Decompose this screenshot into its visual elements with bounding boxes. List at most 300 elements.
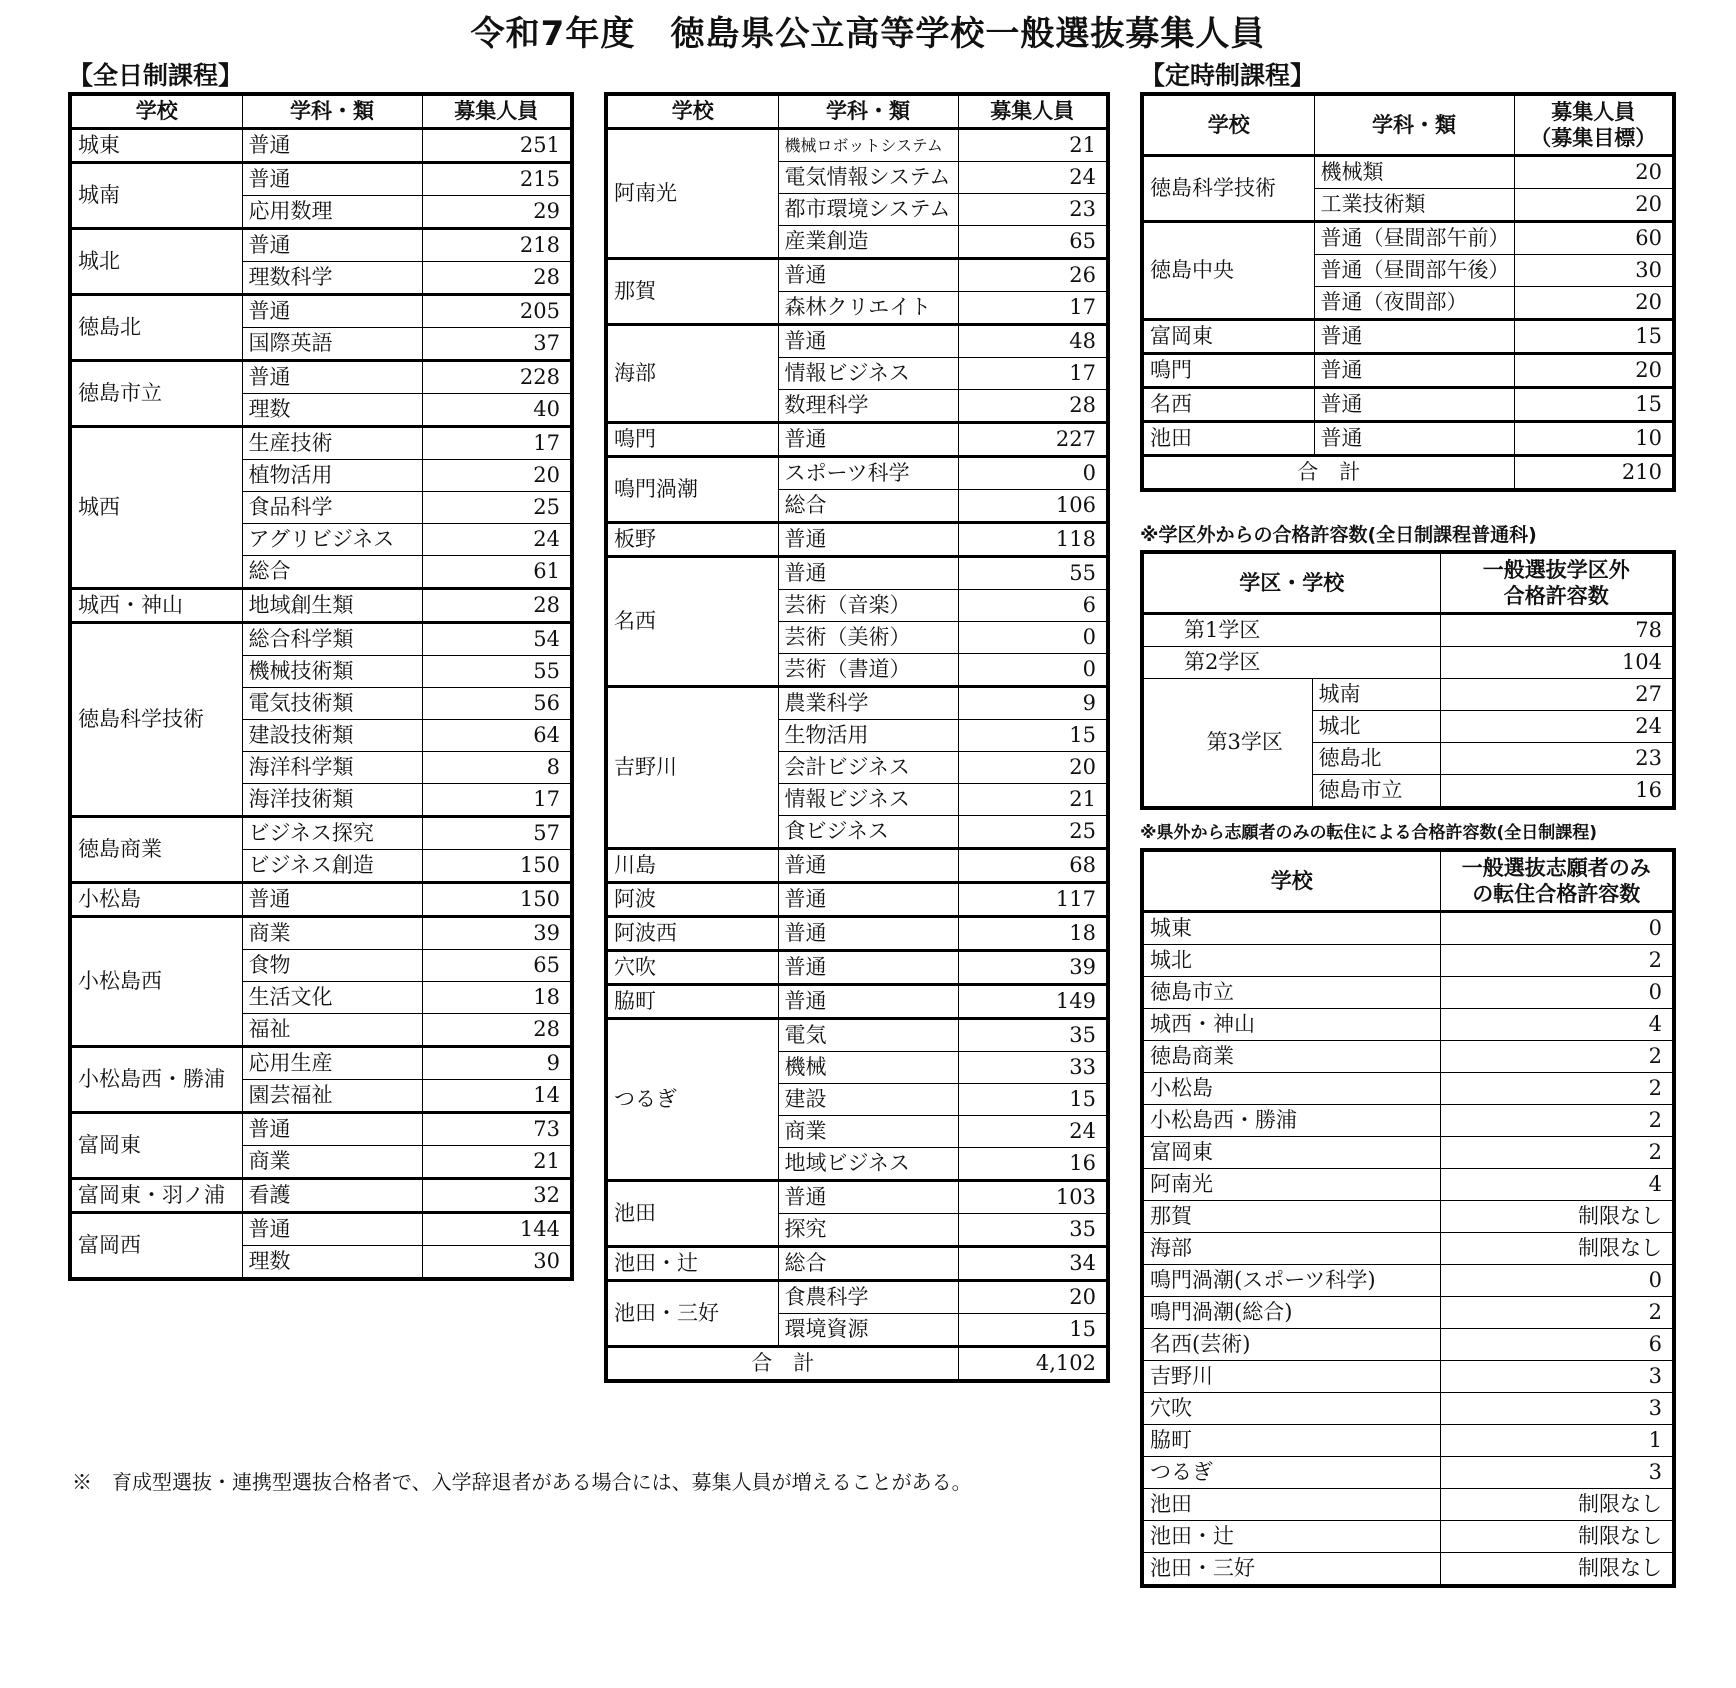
enrollment-count-cell: 16 xyxy=(958,1148,1108,1181)
school-name-cell: 名西 xyxy=(606,557,778,687)
transfer-limit-cell: 3 xyxy=(1440,1361,1674,1393)
dept-name-cell: 食品科学 xyxy=(242,492,422,524)
col-header-count: 募集人員 xyxy=(958,94,1108,129)
school-name-cell: 城西 xyxy=(70,427,242,589)
enrollment-count-cell: 28 xyxy=(422,1014,572,1047)
enrollment-count-cell: 21 xyxy=(422,1146,572,1179)
col-header-count-target: 募集人員 （募集目標） xyxy=(1514,94,1674,156)
school-name-cell: つるぎ xyxy=(606,1019,778,1181)
enrollment-count-cell: 15 xyxy=(958,720,1108,752)
enrollment-count-cell: 20 xyxy=(958,752,1108,784)
dept-name-cell: 生物活用 xyxy=(778,720,958,752)
dept-name-cell: 普通 xyxy=(778,951,958,985)
enrollment-count-cell: 215 xyxy=(422,163,572,196)
enrollment-count-cell: 33 xyxy=(958,1052,1108,1084)
district-note: ※学区外からの合格許容数(全日制課程普通科) xyxy=(1140,524,1537,546)
dept-name-cell: 芸術（書道） xyxy=(778,654,958,687)
table-row xyxy=(1142,156,1674,189)
district-limit-cell: 104 xyxy=(1440,647,1674,679)
dept-name-cell: 福祉 xyxy=(242,1014,422,1047)
dept-name-cell: 芸術（美術） xyxy=(778,622,958,654)
school-name-cell: 富岡東・羽ノ浦 xyxy=(70,1179,242,1213)
dept-name-cell: 工業技術類 xyxy=(1314,189,1514,222)
enrollment-count-cell: 20 xyxy=(1514,287,1674,320)
school-name-cell: 富岡東 xyxy=(1142,320,1314,354)
enrollment-count-cell: 29 xyxy=(422,196,572,229)
enrollment-count-cell: 117 xyxy=(958,883,1108,917)
district-table xyxy=(1140,550,1676,810)
school-name-cell: 城西・神山 xyxy=(70,589,242,623)
dept-name-cell: 理数 xyxy=(242,1246,422,1280)
transfer-limit-cell: 0 xyxy=(1440,977,1674,1009)
table-row xyxy=(606,687,1108,720)
school-name-cell: 川島 xyxy=(606,849,778,883)
dept-name-cell: 普通 xyxy=(242,1213,422,1246)
enrollment-count-cell: 106 xyxy=(958,490,1108,523)
dept-name-cell: 電気 xyxy=(778,1019,958,1052)
footnote: ※ 育成型選抜・連携型選抜合格者で、入学辞退者がある場合には、募集人員が増えることがある。 xyxy=(72,1470,972,1494)
enrollment-count-cell: 39 xyxy=(958,951,1108,985)
transfer-note: ※県外から志願者のみの転住による合格許容数(全日制課程) xyxy=(1140,823,1598,843)
enrollment-count-cell: 25 xyxy=(958,816,1108,849)
school-name-cell: 池田・三好 xyxy=(606,1281,778,1347)
transfer-limit-cell: 制限なし xyxy=(1440,1233,1674,1265)
fulltime-right-body xyxy=(606,129,1108,1347)
transfer-row xyxy=(1142,977,1674,1009)
enrollment-count-cell: 65 xyxy=(958,226,1108,259)
enrollment-count-cell: 37 xyxy=(422,328,572,361)
enrollment-count-cell: 28 xyxy=(422,262,572,295)
page-title: 令和7年度 徳島県公立高等学校一般選抜募集人員 xyxy=(470,14,1266,54)
transfer-row xyxy=(1142,1361,1674,1393)
enrollment-count-cell: 17 xyxy=(958,358,1108,390)
transfer-limit-cell: 0 xyxy=(1440,912,1674,945)
enrollment-count-cell: 9 xyxy=(958,687,1108,720)
col-header-dept: 学科・類 xyxy=(1314,94,1514,156)
dept-name-cell: 普通 xyxy=(778,259,958,292)
enrollment-count-cell: 251 xyxy=(422,129,572,163)
enrollment-count-cell: 24 xyxy=(958,162,1108,194)
dept-name-cell: 建設 xyxy=(778,1084,958,1116)
transfer-school-cell: 鳴門渦潮(総合) xyxy=(1142,1297,1440,1329)
table-row xyxy=(1142,354,1674,388)
transfer-table xyxy=(1140,848,1676,1588)
transfer-row xyxy=(1142,1169,1674,1201)
enrollment-count-cell: 14 xyxy=(422,1080,572,1113)
enrollment-count-cell: 32 xyxy=(422,1179,572,1213)
transfer-limit-cell: 3 xyxy=(1440,1393,1674,1425)
enrollment-count-cell: 60 xyxy=(1514,222,1674,255)
enrollment-count-cell: 8 xyxy=(422,752,572,784)
dept-name-cell: 看護 xyxy=(242,1179,422,1213)
table-row xyxy=(70,427,572,460)
dept-name-cell: 総合 xyxy=(778,1247,958,1281)
enrollment-count-cell: 0 xyxy=(958,622,1108,654)
dept-name-cell: 生産技術 xyxy=(242,427,422,460)
dept-name-cell: 普通 xyxy=(242,129,422,163)
dept-name-cell: 普通 xyxy=(242,229,422,262)
transfer-school-cell: 脇町 xyxy=(1142,1425,1440,1457)
table-row xyxy=(70,589,572,623)
table-row xyxy=(1142,388,1674,422)
transfer-school-cell: 那賀 xyxy=(1142,1201,1440,1233)
dept-name-cell: 普通 xyxy=(1314,354,1514,388)
district-body xyxy=(1142,614,1674,809)
enrollment-count-cell: 20 xyxy=(422,460,572,492)
table-row xyxy=(606,1181,1108,1214)
dept-name-cell: 普通 xyxy=(242,361,422,394)
enrollment-count-cell: 103 xyxy=(958,1181,1108,1214)
dept-name-cell: 植物活用 xyxy=(242,460,422,492)
enrollment-count-cell: 17 xyxy=(958,292,1108,325)
school-name-cell: 穴吹 xyxy=(606,951,778,985)
school-name-cell: 阿波西 xyxy=(606,917,778,951)
transfer-limit-cell: 2 xyxy=(1440,1073,1674,1105)
dept-name-cell: 普通（夜間部） xyxy=(1314,287,1514,320)
transfer-row xyxy=(1142,1105,1674,1137)
transfer-limit-cell: 制限なし xyxy=(1440,1489,1674,1521)
dept-name-cell: 理数科学 xyxy=(242,262,422,295)
table-row xyxy=(606,1247,1108,1281)
dept-name-cell: 情報ビジネス xyxy=(778,358,958,390)
enrollment-count-cell: 55 xyxy=(422,656,572,688)
transfer-limit-cell: 2 xyxy=(1440,1297,1674,1329)
dept-name-cell: 生活文化 xyxy=(242,982,422,1014)
table-row xyxy=(606,1281,1108,1314)
dept-name-cell: 食ビジネス xyxy=(778,816,958,849)
fulltime-table-left xyxy=(68,92,574,1281)
school-name-cell: 徳島市立 xyxy=(70,361,242,427)
dept-name-cell: 地域創生類 xyxy=(242,589,422,623)
enrollment-count-cell: 228 xyxy=(422,361,572,394)
transfer-limit-cell: 4 xyxy=(1440,1009,1674,1041)
enrollment-count-cell: 0 xyxy=(958,654,1108,687)
transfer-limit-cell: 2 xyxy=(1440,945,1674,977)
table-row xyxy=(606,557,1108,590)
school-name-cell: 池田 xyxy=(1142,422,1314,456)
school-name-cell: 小松島西・勝浦 xyxy=(70,1047,242,1113)
enrollment-count-cell: 17 xyxy=(422,427,572,460)
school-name-cell: 小松島西 xyxy=(70,917,242,1047)
enrollment-count-cell: 54 xyxy=(422,623,572,656)
dept-name-cell: 普通 xyxy=(778,985,958,1019)
enrollment-count-cell: 30 xyxy=(422,1246,572,1280)
school-name-cell: 鳴門 xyxy=(1142,354,1314,388)
dept-name-cell: 普通（昼間部午後） xyxy=(1314,255,1514,287)
col-header-count: 募集人員 xyxy=(422,94,572,129)
enrollment-count-cell: 144 xyxy=(422,1213,572,1246)
dept-name-cell: 普通 xyxy=(778,883,958,917)
enrollment-count-cell: 15 xyxy=(1514,388,1674,422)
transfer-school-cell: 小松島西・勝浦 xyxy=(1142,1105,1440,1137)
transfer-row xyxy=(1142,1073,1674,1105)
dept-name-cell: 普通 xyxy=(778,917,958,951)
enrollment-count-cell: 21 xyxy=(958,784,1108,816)
transfer-school-cell: 池田 xyxy=(1142,1489,1440,1521)
dept-name-cell: 商業 xyxy=(242,1146,422,1179)
district-limit-cell: 27 xyxy=(1440,679,1674,711)
table-row xyxy=(70,129,572,163)
transfer-row xyxy=(1142,1233,1674,1265)
enrollment-count-cell: 25 xyxy=(422,492,572,524)
dept-name-cell: 機械 xyxy=(778,1052,958,1084)
enrollment-count-cell: 15 xyxy=(1514,320,1674,354)
dept-name-cell: 普通 xyxy=(1314,422,1514,456)
dept-name-cell: 総合科学類 xyxy=(242,623,422,656)
enrollment-count-cell: 28 xyxy=(958,390,1108,423)
transfer-limit-cell: 0 xyxy=(1440,1265,1674,1297)
table-row xyxy=(606,951,1108,985)
parttime-table xyxy=(1140,92,1676,492)
enrollment-count-cell: 65 xyxy=(422,950,572,982)
district-name-cell: 第1学区 xyxy=(1142,614,1440,647)
district-row xyxy=(1142,647,1674,679)
table-row xyxy=(606,883,1108,917)
col-header-school: 学校 xyxy=(1142,850,1440,912)
dept-name-cell: 電気情報システム xyxy=(778,162,958,194)
dept-name-cell: 応用生産 xyxy=(242,1047,422,1080)
enrollment-count-cell: 39 xyxy=(422,917,572,950)
transfer-school-cell: 城西・神山 xyxy=(1142,1009,1440,1041)
table-row xyxy=(1142,222,1674,255)
table-row xyxy=(70,883,572,917)
enrollment-count-cell: 61 xyxy=(422,556,572,589)
enrollment-count-cell: 17 xyxy=(422,784,572,817)
dept-name-cell: 商業 xyxy=(778,1116,958,1148)
col-header-dept: 学科・類 xyxy=(778,94,958,129)
district-school-cell: 徳島北 xyxy=(1312,743,1440,775)
transfer-school-cell: 吉野川 xyxy=(1142,1361,1440,1393)
dept-name-cell: 普通 xyxy=(778,849,958,883)
parttime-heading: 【定時制課程】 xyxy=(1140,61,1316,90)
district-limit-cell: 23 xyxy=(1440,743,1674,775)
dept-name-cell: 建設技術類 xyxy=(242,720,422,752)
school-name-cell: 吉野川 xyxy=(606,687,778,849)
fulltime-total-value: 4,102 xyxy=(958,1347,1108,1382)
school-name-cell: 徳島中央 xyxy=(1142,222,1314,320)
enrollment-count-cell: 55 xyxy=(958,557,1108,590)
enrollment-count-cell: 218 xyxy=(422,229,572,262)
school-name-cell: 阿波 xyxy=(606,883,778,917)
transfer-limit-cell: 6 xyxy=(1440,1329,1674,1361)
enrollment-count-cell: 10 xyxy=(1514,422,1674,456)
fulltime-left-body xyxy=(70,129,572,1280)
fulltime-heading: 【全日制課程】 xyxy=(68,61,244,90)
district-school-cell: 徳島市立 xyxy=(1312,775,1440,809)
dept-name-cell: 機械技術類 xyxy=(242,656,422,688)
dept-name-cell: ビジネス探究 xyxy=(242,817,422,850)
school-name-cell: 阿南光 xyxy=(606,129,778,259)
enrollment-count-cell: 35 xyxy=(958,1019,1108,1052)
enrollment-count-cell: 30 xyxy=(1514,255,1674,287)
transfer-row xyxy=(1142,1489,1674,1521)
enrollment-count-cell: 20 xyxy=(1514,354,1674,388)
district-limit-cell: 24 xyxy=(1440,711,1674,743)
dept-name-cell: 総合 xyxy=(242,556,422,589)
transfer-school-cell: 城東 xyxy=(1142,912,1440,945)
transfer-row xyxy=(1142,912,1674,945)
dept-name-cell: 海洋科学類 xyxy=(242,752,422,784)
enrollment-count-cell: 20 xyxy=(1514,189,1674,222)
enrollment-count-cell: 21 xyxy=(958,129,1108,162)
dept-name-cell: 情報ビジネス xyxy=(778,784,958,816)
school-name-cell: 城南 xyxy=(70,163,242,229)
col-header-school: 学校 xyxy=(606,94,778,129)
school-name-cell: 徳島科学技術 xyxy=(70,623,242,817)
district-school-cell: 城南 xyxy=(1312,679,1440,711)
dept-name-cell: 環境資源 xyxy=(778,1314,958,1347)
transfer-school-cell: つるぎ xyxy=(1142,1457,1440,1489)
dept-name-cell: 普通 xyxy=(1314,320,1514,354)
enrollment-count-cell: 118 xyxy=(958,523,1108,557)
transfer-row xyxy=(1142,1297,1674,1329)
parttime-body xyxy=(1142,156,1674,456)
transfer-row xyxy=(1142,1137,1674,1169)
transfer-school-cell: 池田・三好 xyxy=(1142,1553,1440,1587)
dept-name-cell: 地域ビジネス xyxy=(778,1148,958,1181)
enrollment-count-cell: 24 xyxy=(958,1116,1108,1148)
dept-name-cell: 応用数理 xyxy=(242,196,422,229)
school-name-cell: 鳴門渦潮 xyxy=(606,457,778,523)
table-row xyxy=(70,917,572,950)
enrollment-count-cell: 149 xyxy=(958,985,1108,1019)
transfer-row xyxy=(1142,1553,1674,1587)
table-row xyxy=(70,623,572,656)
table-row xyxy=(606,129,1108,162)
enrollment-count-cell: 24 xyxy=(422,524,572,556)
dept-name-cell: 普通（昼間部午前） xyxy=(1314,222,1514,255)
dept-name-cell: 会計ビジネス xyxy=(778,752,958,784)
dept-name-cell: 普通 xyxy=(1314,388,1514,422)
table-row xyxy=(606,917,1108,951)
school-name-cell: 池田 xyxy=(606,1181,778,1247)
school-name-cell: 城東 xyxy=(70,129,242,163)
table-row xyxy=(606,457,1108,490)
transfer-limit-cell: 2 xyxy=(1440,1105,1674,1137)
dept-name-cell: ビジネス創造 xyxy=(242,850,422,883)
dept-name-cell: 普通 xyxy=(778,557,958,590)
transfer-school-cell: 小松島 xyxy=(1142,1073,1440,1105)
enrollment-count-cell: 26 xyxy=(958,259,1108,292)
table-row xyxy=(70,1047,572,1080)
enrollment-count-cell: 28 xyxy=(422,589,572,623)
dept-name-cell: 産業創造 xyxy=(778,226,958,259)
enrollment-count-cell: 68 xyxy=(958,849,1108,883)
col-header-school: 学校 xyxy=(70,94,242,129)
transfer-limit-cell: 4 xyxy=(1440,1169,1674,1201)
col-header-school: 学校 xyxy=(1142,94,1314,156)
district-school-cell: 城北 xyxy=(1312,711,1440,743)
transfer-school-cell: 阿南光 xyxy=(1142,1169,1440,1201)
transfer-limit-cell: 2 xyxy=(1440,1137,1674,1169)
dept-name-cell: 都市環境システム xyxy=(778,194,958,226)
transfer-limit-cell: 制限なし xyxy=(1440,1553,1674,1587)
dept-name-cell: 数理科学 xyxy=(778,390,958,423)
table-row xyxy=(606,423,1108,457)
fulltime-total-label: 合 計 xyxy=(606,1347,958,1382)
enrollment-count-cell: 18 xyxy=(958,917,1108,951)
dept-name-cell: 普通 xyxy=(242,163,422,196)
parttime-total-value: 210 xyxy=(1514,456,1674,491)
enrollment-count-cell: 64 xyxy=(422,720,572,752)
dept-name-cell: 総合 xyxy=(778,490,958,523)
dept-name-cell: 食農科学 xyxy=(778,1281,958,1314)
enrollment-count-cell: 35 xyxy=(958,1214,1108,1247)
transfer-row xyxy=(1142,1009,1674,1041)
dept-name-cell: 普通 xyxy=(778,423,958,457)
enrollment-count-cell: 205 xyxy=(422,295,572,328)
enrollment-count-cell: 227 xyxy=(958,423,1108,457)
enrollment-count-cell: 23 xyxy=(958,194,1108,226)
table-row xyxy=(70,361,572,394)
district-row xyxy=(1142,614,1674,647)
school-name-cell: 徳島商業 xyxy=(70,817,242,883)
table-row xyxy=(606,259,1108,292)
enrollment-count-cell: 20 xyxy=(1514,156,1674,189)
school-name-cell: 海部 xyxy=(606,325,778,423)
table-row xyxy=(606,325,1108,358)
dept-name-cell: 商業 xyxy=(242,917,422,950)
dept-name-cell: 普通 xyxy=(242,883,422,917)
school-name-cell: 那賀 xyxy=(606,259,778,325)
district-limit-cell: 78 xyxy=(1440,614,1674,647)
dept-name-cell: 農業科学 xyxy=(778,687,958,720)
transfer-school-cell: 城北 xyxy=(1142,945,1440,977)
enrollment-count-cell: 150 xyxy=(422,883,572,917)
dept-name-cell: 海洋技術類 xyxy=(242,784,422,817)
enrollment-count-cell: 0 xyxy=(958,457,1108,490)
dept-name-cell: 理数 xyxy=(242,394,422,427)
dept-name-cell: 食物 xyxy=(242,950,422,982)
col-header-district-limit: 一般選抜学区外 合格許容数 xyxy=(1440,552,1674,614)
school-name-cell: 脇町 xyxy=(606,985,778,1019)
table-row xyxy=(70,163,572,196)
transfer-row xyxy=(1142,1393,1674,1425)
transfer-limit-cell: 3 xyxy=(1440,1457,1674,1489)
transfer-row xyxy=(1142,1201,1674,1233)
dept-name-cell: 芸術（音楽） xyxy=(778,590,958,622)
transfer-school-cell: 徳島商業 xyxy=(1142,1041,1440,1073)
transfer-row xyxy=(1142,945,1674,977)
transfer-row xyxy=(1142,1265,1674,1297)
transfer-school-cell: 穴吹 xyxy=(1142,1393,1440,1425)
transfer-school-cell: 海部 xyxy=(1142,1233,1440,1265)
dept-name-cell: 普通 xyxy=(778,1181,958,1214)
enrollment-count-cell: 18 xyxy=(422,982,572,1014)
table-row xyxy=(606,1019,1108,1052)
enrollment-count-cell: 150 xyxy=(422,850,572,883)
dept-name-cell: アグリビジネス xyxy=(242,524,422,556)
school-name-cell: 鳴門 xyxy=(606,423,778,457)
col-header-dept: 学科・類 xyxy=(242,94,422,129)
enrollment-count-cell: 15 xyxy=(958,1084,1108,1116)
transfer-row xyxy=(1142,1521,1674,1553)
transfer-limit-cell: 2 xyxy=(1440,1041,1674,1073)
dept-name-cell: 園芸福祉 xyxy=(242,1080,422,1113)
transfer-school-cell: 名西(芸術) xyxy=(1142,1329,1440,1361)
col-header-district: 学区・学校 xyxy=(1142,552,1440,614)
school-name-cell: 城北 xyxy=(70,229,242,295)
district-limit-cell: 16 xyxy=(1440,775,1674,809)
col-header-transfer-limit: 一般選抜志願者のみ の転住合格許容数 xyxy=(1440,850,1674,912)
transfer-school-cell: 徳島市立 xyxy=(1142,977,1440,1009)
table-row xyxy=(70,1113,572,1146)
transfer-body xyxy=(1142,912,1674,1587)
transfer-row xyxy=(1142,1329,1674,1361)
transfer-row xyxy=(1142,1457,1674,1489)
table-row xyxy=(70,817,572,850)
dept-name-cell: 普通 xyxy=(778,523,958,557)
